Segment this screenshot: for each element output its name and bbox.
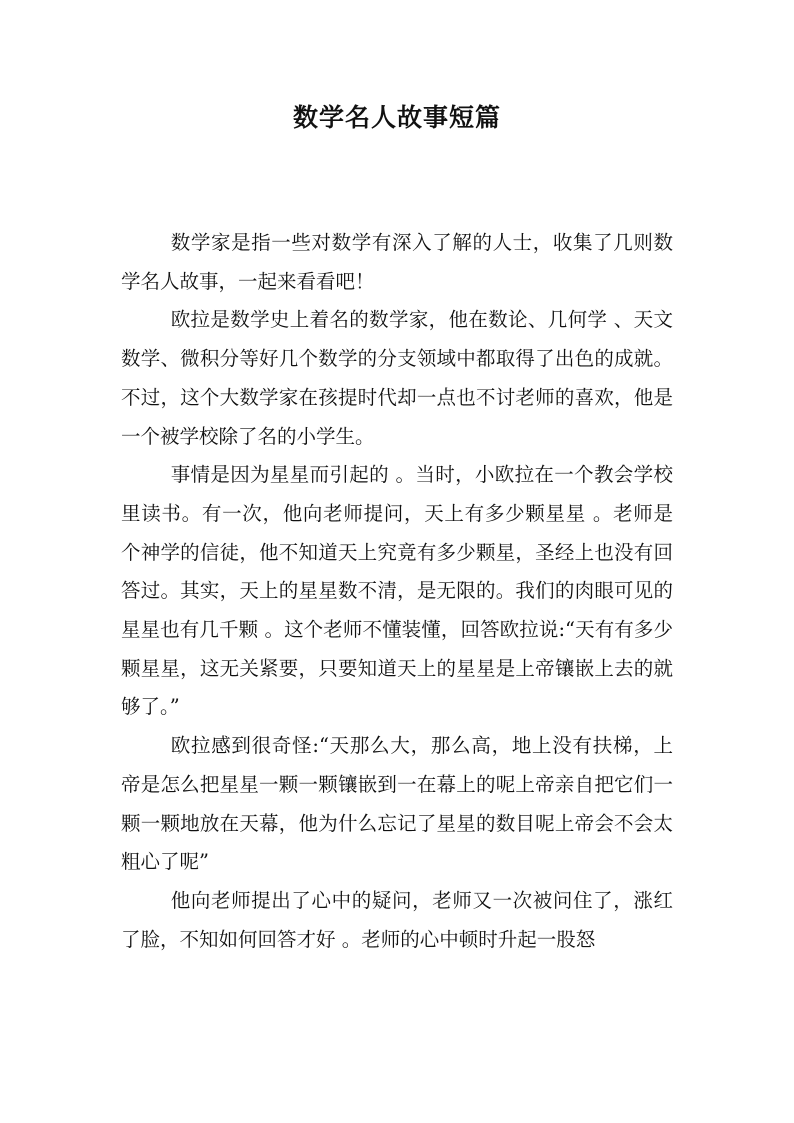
document-body: [121, 224, 673, 959]
paragraph-stars-question: 事情是因为星星而引起的 。当时，小欧拉在一个教会学校里读书。有一次，他向老师提问，天上有多少颗星星 。老师是个神学的信徒，他不知道天上究竟有多少颗星，圣经上也没有回答过。其实，天上的星星数不清，是无限的。我们的肉眼可见的星星也有几千颗 。这个老师不懂装懂，回答欧拉说:“天有有多少颗星星，这无关紧要，只要知道天上的星星是上帝镶嵌上去的就够了。”: [121, 463, 673, 719]
page-title: 数学名人故事短篇: [292, 103, 501, 132]
paragraph-euler-achievements: 欧拉是数学史上着名的数学家，他在数论、几何学 、天文数学、微积分等好几个数学的分支领域中都取得了出色的成就。不过，这个大数学家在孩提时代却一点也不讨老师的喜欢，他是一个被学校除了名的小学生。: [121, 308, 673, 448]
paragraph-teacher-reaction: 他向老师提出了心中的疑问，老师又一次被问住了，涨红了脸，不知如何回答才好 。老师的心中顿时升起一股怒: [121, 888, 673, 951]
paragraph-intro: 数学家是指一些对数学有深入了解的人士，收集了几则数学名人故事，一起来看看吧！: [121, 231, 673, 293]
paragraph-euler-wonders: 欧拉感到很奇怪:“天那么大，那么高，地上没有扶梯，上帝是怎么把星星一颗一颗镶嵌到一在幕上的呢上帝亲自把它们一颗一颗地放在天幕，他为什么忘记了星星的数目呢上帝会不会太粗心了呢”: [121, 734, 673, 874]
